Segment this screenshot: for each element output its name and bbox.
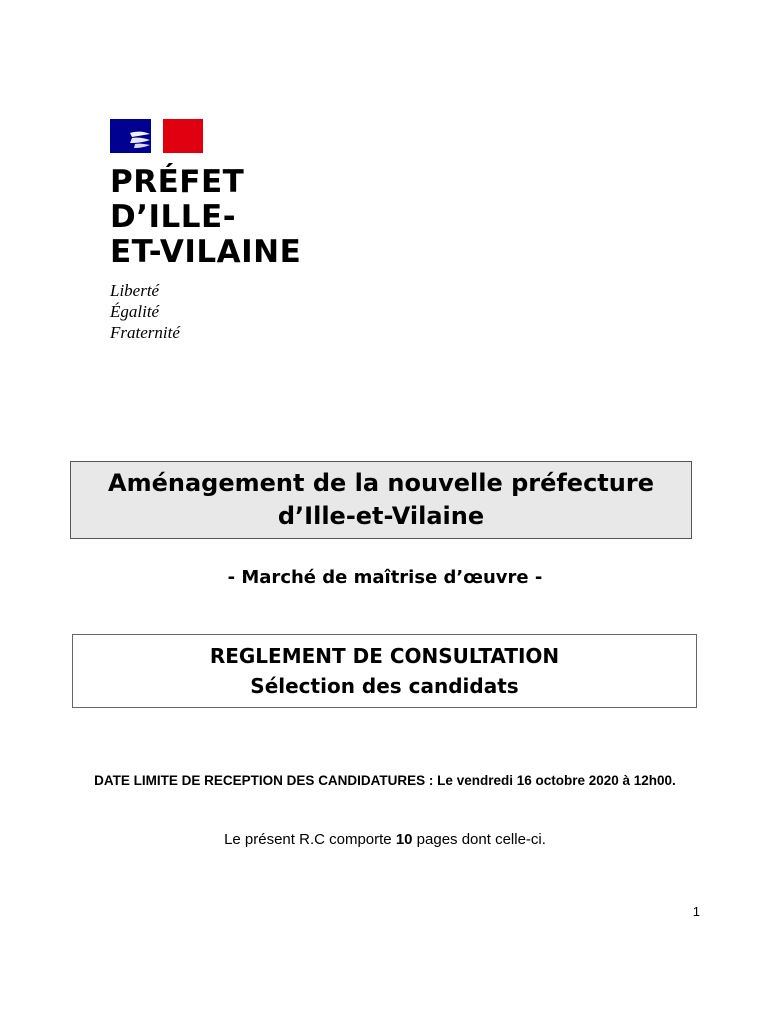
reglement-box (72, 634, 697, 708)
document-subtitle: - Marché de maîtrise d’œuvre - (227, 567, 543, 588)
reglement-line: Sélection des candidats (250, 674, 519, 698)
prefet-line: PRÉFET (110, 164, 245, 200)
page-count-after: pages dont celle-ci. (412, 831, 546, 848)
page-count-note (0, 829, 770, 851)
prefet-title (110, 165, 350, 270)
republic-motto (110, 280, 350, 343)
deadline-text: DATE LIMITE DE RECEPTION DES CANDIDATURES : Le vendredi 16 octobre 2020 à 12h00. (94, 773, 676, 788)
document-title-box (70, 461, 692, 539)
motto-line: Égalité (110, 302, 160, 321)
marianne-icon (110, 119, 203, 153)
prefecture-logo (110, 119, 350, 343)
prefet-line: D’ILLE- (110, 199, 237, 235)
motto-line: Fraternité (110, 323, 180, 342)
document-title-line: d’Ille-et-Vilaine (277, 502, 485, 530)
page-count-before: Le présent R.C comporte (224, 831, 396, 848)
prefet-line: ET-VILAINE (110, 234, 302, 270)
motto-line: Liberté (110, 281, 160, 300)
reglement-line: REGLEMENT DE CONSULTATION (209, 644, 560, 668)
page-number: 1 (692, 904, 700, 919)
marianne-flag-icon (110, 119, 203, 153)
document-title-line: Aménagement de la nouvelle préfecture (108, 469, 654, 497)
page-count-value: 10 (395, 831, 413, 848)
